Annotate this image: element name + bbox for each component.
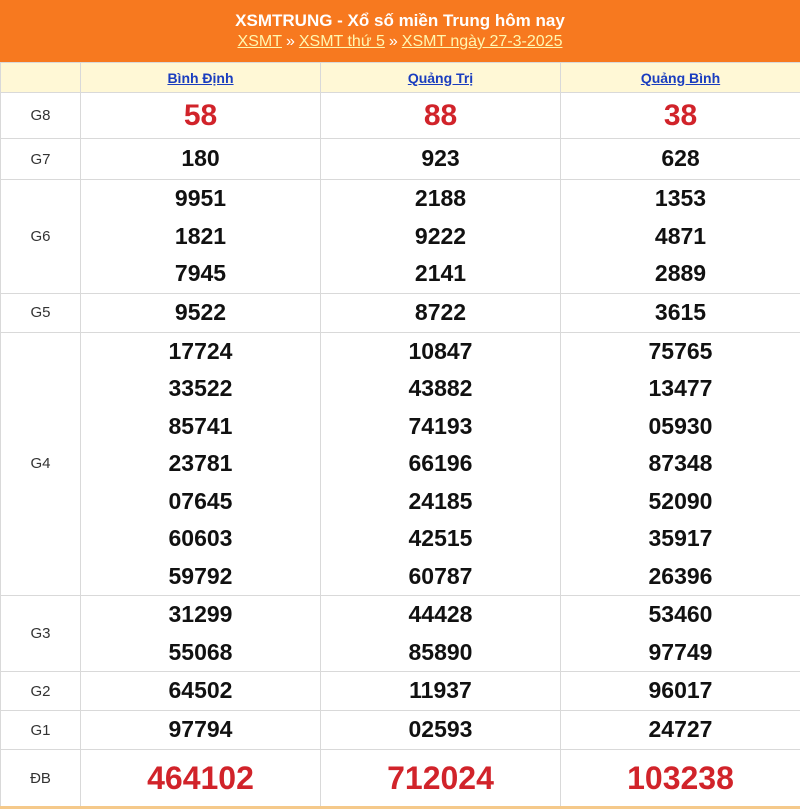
prize-cell	[81, 180, 321, 294]
province-header	[561, 63, 800, 93]
province-header-row	[1, 63, 800, 93]
prize-row-g8	[1, 93, 800, 139]
prize-label: G8	[1, 93, 81, 139]
winning-number: 10847	[321, 333, 560, 371]
prize-cell	[321, 750, 561, 808]
winning-number: 35917	[561, 520, 800, 558]
prize-cell	[321, 139, 561, 180]
winning-number: 628	[561, 140, 800, 178]
winning-number: 53460	[561, 596, 800, 634]
winning-number: 1821	[81, 218, 320, 256]
winning-number: 60603	[81, 520, 320, 558]
winning-number: 31299	[81, 596, 320, 634]
results-header	[0, 0, 800, 62]
winning-number: 87348	[561, 445, 800, 483]
prize-cell	[81, 139, 321, 180]
winning-number: 02593	[321, 711, 560, 749]
winning-number: 66196	[321, 445, 560, 483]
winning-number: 60787	[321, 558, 560, 596]
winning-number: 712024	[321, 750, 560, 806]
prize-cell	[561, 596, 800, 672]
winning-number: 55068	[81, 634, 320, 672]
prize-cell	[561, 93, 800, 139]
prize-label: G2	[1, 672, 81, 711]
winning-number: 42515	[321, 520, 560, 558]
prize-row-g3	[1, 596, 800, 672]
winning-number: 17724	[81, 333, 320, 371]
prize-cell	[321, 672, 561, 711]
winning-number: 24185	[321, 483, 560, 521]
province-link-quang-tri[interactable]: Quảng Trị	[408, 70, 473, 86]
winning-number: 05930	[561, 408, 800, 446]
winning-number: 2889	[561, 255, 800, 293]
prize-cell	[81, 293, 321, 332]
prize-row-g5	[1, 293, 800, 332]
winning-number: 1353	[561, 180, 800, 218]
prize-cell	[81, 750, 321, 808]
winning-number: 923	[321, 140, 560, 178]
prize-cell	[561, 139, 800, 180]
prize-cell	[321, 711, 561, 750]
province-header	[321, 63, 561, 93]
prize-row-g2	[1, 672, 800, 711]
prize-cell	[321, 332, 561, 596]
province-header	[81, 63, 321, 93]
winning-number: 9222	[321, 218, 560, 256]
prize-cell	[81, 672, 321, 711]
winning-number: 180	[81, 140, 320, 178]
winning-number: 2141	[321, 255, 560, 293]
winning-number: 11937	[321, 672, 560, 710]
prize-cell	[561, 711, 800, 750]
winning-number: 52090	[561, 483, 800, 521]
province-link-binh-dinh[interactable]: Bình Định	[167, 70, 233, 86]
prize-row-g1	[1, 711, 800, 750]
prize-cell	[561, 293, 800, 332]
winning-number: 58	[81, 93, 320, 138]
breadcrumb-xsmt-date[interactable]: XSMT ngày 27-3-2025	[402, 33, 563, 50]
prize-cell	[81, 93, 321, 139]
prize-cell	[561, 332, 800, 596]
winning-number: 97749	[561, 634, 800, 672]
winning-number: 4871	[561, 218, 800, 256]
winning-number: 7945	[81, 255, 320, 293]
prize-label: G5	[1, 293, 81, 332]
prize-row-db	[1, 750, 800, 808]
prize-label: ĐB	[1, 750, 81, 808]
prize-cell	[81, 711, 321, 750]
prize-row-g4	[1, 332, 800, 596]
prize-label: G6	[1, 180, 81, 294]
prize-cell	[321, 93, 561, 139]
prize-row-g6	[1, 180, 800, 294]
prize-label: G4	[1, 332, 81, 596]
winning-number: 74193	[321, 408, 560, 446]
prize-label: G7	[1, 139, 81, 180]
winning-number: 9522	[81, 294, 320, 332]
prize-label: G3	[1, 596, 81, 672]
results-table	[0, 62, 800, 809]
winning-number: 103238	[561, 750, 800, 806]
winning-number: 13477	[561, 370, 800, 408]
winning-number: 2188	[321, 180, 560, 218]
province-link-quang-binh[interactable]: Quảng Bình	[641, 70, 720, 86]
winning-number: 59792	[81, 558, 320, 596]
prize-cell	[321, 293, 561, 332]
winning-number: 75765	[561, 333, 800, 371]
winning-number: 26396	[561, 558, 800, 596]
winning-number: 464102	[81, 750, 320, 806]
prize-cell	[81, 596, 321, 672]
breadcrumb-xsmt[interactable]: XSMT	[238, 33, 282, 50]
breadcrumb-xsmt-weekday[interactable]: XSMT thứ 5	[299, 33, 385, 50]
page-title: XSMTRUNG - Xổ số miền Trung hôm nay	[0, 10, 800, 32]
winning-number: 38	[561, 93, 800, 138]
prize-cell	[321, 596, 561, 672]
winning-number: 88	[321, 93, 560, 138]
winning-number: 3615	[561, 294, 800, 332]
winning-number: 96017	[561, 672, 800, 710]
winning-number: 43882	[321, 370, 560, 408]
winning-number: 8722	[321, 294, 560, 332]
prize-cell	[561, 672, 800, 711]
winning-number: 64502	[81, 672, 320, 710]
breadcrumb	[0, 32, 800, 52]
prize-label: G1	[1, 711, 81, 750]
prize-cell	[561, 750, 800, 808]
winning-number: 85890	[321, 634, 560, 672]
winning-number: 07645	[81, 483, 320, 521]
prize-column-header	[1, 63, 81, 93]
prize-cell	[321, 180, 561, 294]
winning-number: 9951	[81, 180, 320, 218]
winning-number: 85741	[81, 408, 320, 446]
winning-number: 23781	[81, 445, 320, 483]
winning-number: 33522	[81, 370, 320, 408]
winning-number: 24727	[561, 711, 800, 749]
winning-number: 97794	[81, 711, 320, 749]
winning-number: 44428	[321, 596, 560, 634]
prize-cell	[81, 332, 321, 596]
breadcrumb-separator: »	[389, 33, 398, 50]
prize-row-g7	[1, 139, 800, 180]
breadcrumb-separator: »	[286, 33, 295, 50]
prize-cell	[561, 180, 800, 294]
